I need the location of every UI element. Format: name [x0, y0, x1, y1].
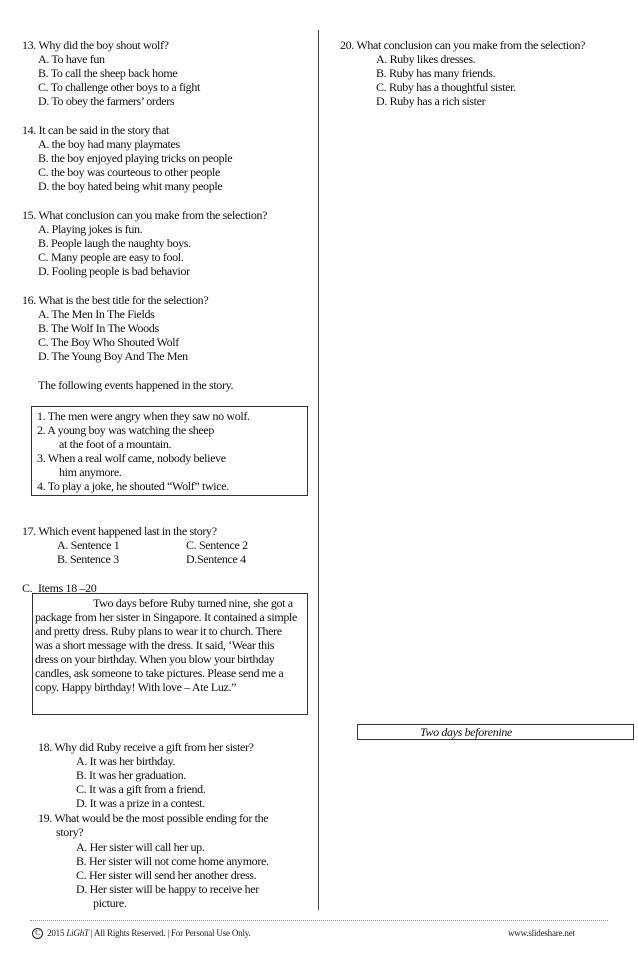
option-d: D. To obey the farmers’ orders [38, 94, 175, 108]
option-d: D. The Young Boy And The Men [38, 349, 188, 363]
section-c-items: Items 18 –20 [38, 581, 97, 595]
passage-box [32, 593, 308, 715]
option-c: C. To challenge other boys to a fight [38, 80, 200, 94]
right-box-text: Two days beforenine [420, 725, 513, 739]
question-stem: 15. What conclusion can you make from the selection? [22, 208, 268, 222]
option-a: A. The Men In The Fields [38, 307, 155, 321]
option-c: C. Ruby has a thoughtful sister. [376, 80, 516, 94]
footer-copyright [32, 928, 251, 939]
option-a: A. Sentence 1 [57, 538, 120, 552]
question-stem: 20. What conclusion can you make from the selection? [340, 38, 586, 52]
option-c: C. Sentence 2 [186, 538, 248, 552]
option-a: A. Her sister will call her up. [76, 840, 205, 854]
option-c: C. Many people are easy to fool. [38, 250, 184, 264]
option-c: C. Her sister will send her another dress. [76, 868, 257, 882]
question-stem: 16. What is the best title for the selection? [22, 293, 209, 307]
option-b: B. Sentence 3 [57, 552, 119, 566]
event-3: 3. When a real wolf came, nobody believe [37, 451, 226, 465]
footer-site[interactable]: www.slideshare.net [508, 928, 575, 938]
option-b: B. People laugh the naughty boys. [38, 236, 191, 250]
option-a: A. Playing jokes is fun. [38, 222, 143, 236]
question-stem: 19. What would be the most possible ending for the [38, 811, 269, 825]
footer-divider [30, 920, 608, 921]
footer-brand: LiGhT [66, 928, 89, 938]
option-b: B. To call the sheep back home [38, 66, 178, 80]
right-answer-box [357, 724, 634, 740]
option-d: D. Fooling people is bad behavior [38, 264, 190, 278]
passage-line: candles, ask someone to take pictures. Please send me a [35, 666, 284, 680]
event-2-cont: at the foot of a mountain. [59, 437, 172, 451]
event-4: 4. To play a joke, he shouted “Wolf” twice. [37, 479, 229, 493]
option-d: D. Ruby has a rich sister [376, 94, 486, 108]
option-b: B. Her sister will not come home anymore. [76, 854, 269, 868]
question-stem: 13. Why did the boy shout wolf? [22, 38, 169, 52]
option-b: B. It was her graduation. [76, 768, 186, 782]
option-a: A. the boy had many playmates [38, 137, 180, 151]
events-intro: The following events happened in the story. [38, 378, 234, 392]
section-c-label: C. [22, 581, 33, 595]
option-d: D.Sentence 4 [186, 552, 246, 566]
question-stem: 17. Which event happened last in the story? [22, 524, 217, 538]
copyright-icon: C [32, 928, 43, 939]
option-a: A. To have fun [38, 52, 105, 66]
option-a: A. It was her birthday. [76, 754, 176, 768]
footer-year: 2015 [47, 928, 65, 938]
events-box [31, 406, 308, 496]
question-stem-cont: story? [56, 825, 84, 839]
option-d-cont: picture. [93, 896, 127, 910]
event-3-cont: him anymore. [59, 465, 122, 479]
column-divider [318, 30, 319, 910]
passage-line: and pretty dress. Ruby plans to wear it to church. There [35, 624, 282, 638]
option-b: B. The Wolf In The Woods [38, 321, 159, 335]
passage-line: package from her sister in Singapore. It contained a simple [35, 610, 297, 624]
option-d: D. It was a prize in a contest. [76, 796, 205, 810]
option-b: B. Ruby has many friends. [376, 66, 496, 80]
option-c: C. The Boy Who Shouted Wolf [38, 335, 179, 349]
option-d: D. the boy hated being whit many people [38, 179, 223, 193]
option-c: C. It was a gift from a friend. [76, 782, 206, 796]
question-stem: 14. It can be said in the story that [22, 123, 170, 137]
event-2: 2. A young boy was watching the sheep [37, 423, 215, 437]
option-b: B. the boy enjoyed playing tricks on people [38, 151, 233, 165]
passage-line: was a short message with the dress. It said, ‘Wear this [35, 638, 275, 652]
option-c: C. the boy was courteous to other people [38, 165, 220, 179]
question-stem: 18. Why did Ruby receive a gift from her sister? [38, 740, 254, 754]
passage-line: copy. Happy birthday! With love – Ate Luz.” [35, 680, 237, 694]
passage-line: Two days before Ruby turned nine, she got a [93, 596, 293, 610]
footer-rights: | All Rights Reserved. | For Personal Use Only. [90, 928, 251, 938]
passage-line: dress on your birthday. When you blow your birthday [35, 652, 275, 666]
event-1: 1. The men were angry when they saw no wolf. [37, 409, 250, 423]
option-a: A. Ruby likes dresses. [376, 52, 476, 66]
option-d: D. Her sister will be happy to receive her [76, 882, 259, 896]
